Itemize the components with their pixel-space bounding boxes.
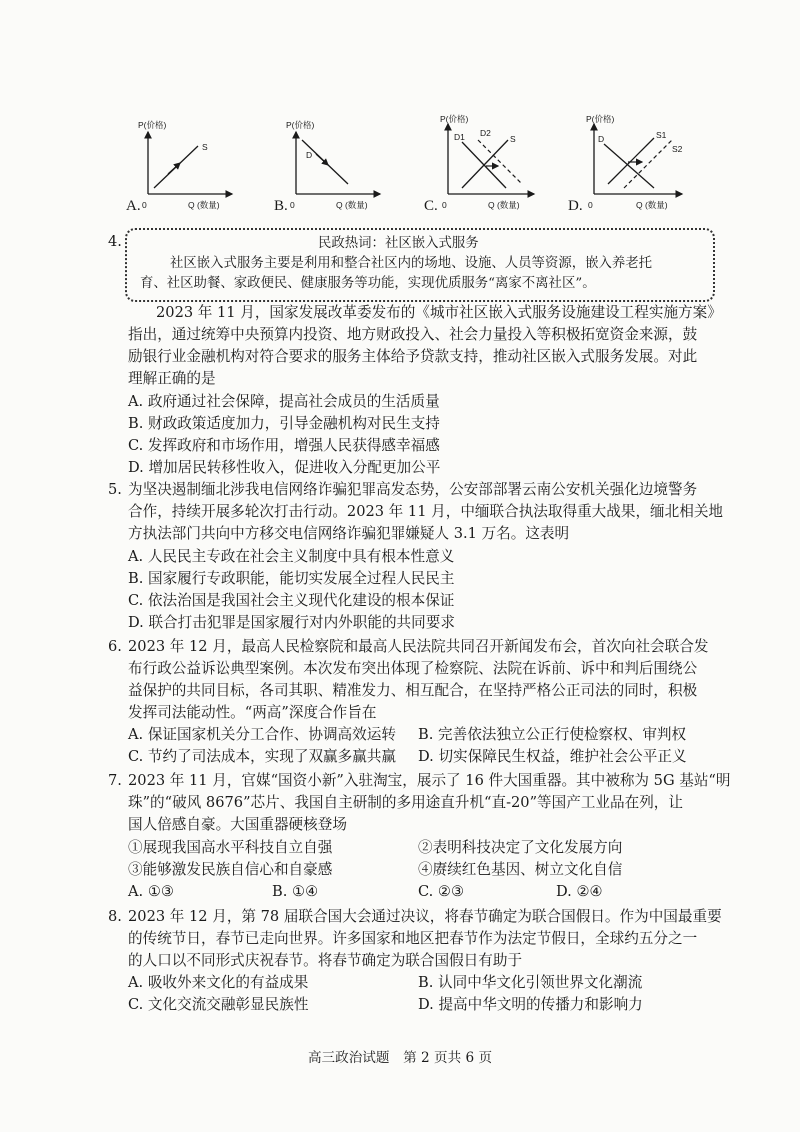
curve-label-d: D <box>598 134 605 144</box>
supply-demand-graphs <box>122 112 702 218</box>
q4-stem-line-4: 理解正确的是 <box>128 370 216 387</box>
q7-item-2: ②表明科技决定了文化发展方向 <box>418 839 623 856</box>
q7-stem-line-2: 珠”的“破风 8676”芯片、我国自主研制的多用途直升机“直-20”等国产工业品在列，让 <box>128 794 683 811</box>
q4-stem-line-2: 指出，通过统筹中央预算内投资、地方财政投入、社会力量投入等积极拓宽资金来源，鼓 <box>128 326 698 343</box>
graph-b <box>270 112 400 218</box>
q8-option-a[interactable]: A. 吸收外来文化的有益成果 <box>128 974 309 991</box>
q8-stem-line-2: 的传统节日，春节已走向世界。许多国家和地区把春节作为法定节假日，全球约五分之一 <box>128 930 698 947</box>
q-axis-label: Q (数量) <box>488 200 520 210</box>
origin-label: 0 <box>142 200 147 210</box>
q8-option-c[interactable]: C. 文化交流交融彰显民族性 <box>128 996 309 1013</box>
curve-label-d1: D1 <box>454 132 465 142</box>
question-8-number: 8. <box>108 908 122 925</box>
graph-d-figure <box>568 112 702 218</box>
curve-label-s2: S2 <box>672 144 683 154</box>
q7-stem-line-3: 国人倍感自豪。大国重器硬核登场 <box>128 816 347 833</box>
q-axis-label: Q (数量) <box>636 200 668 210</box>
q6-stem-line-2: 布行政公益诉讼典型案例。本次发布突出体现了检察院、法院在诉前、诉中和判后围绕公 <box>128 660 698 677</box>
q8-stem-line-3: 的人口以不同形式庆祝春节。将春节确定为联合国假日有助于 <box>128 952 523 969</box>
curve-label-s: S <box>510 134 516 144</box>
q6-option-b[interactable]: B. 完善依法独立公正行使检察权、审判权 <box>418 726 687 743</box>
q5-option-a[interactable]: A. 人民民主专政在社会主义制度中具有根本性意义 <box>128 548 455 565</box>
question-6-number: 6. <box>108 638 122 655</box>
q5-stem-line-3: 方执法部门共向中方移交电信网络诈骗犯罪嫌疑人 3.1 万名。这表明 <box>128 525 570 542</box>
q7-option-d[interactable]: D. ②④ <box>556 883 603 900</box>
curve-label-d: D <box>306 150 313 160</box>
q-axis-label: Q (数量) <box>188 200 220 210</box>
curve-label-s1: S1 <box>656 130 667 140</box>
question-7-number: 7. <box>108 772 122 789</box>
q8-stem-line-1: 2023 年 12 月，第 78 届联合国大会通过决议，将春节确定为联合国假日。作为中国最重要 <box>128 908 722 925</box>
curve-arrow <box>168 163 180 174</box>
q4-stem-line-3: 励银行业金融机构对符合要求的服务主体给予贷款支持，推动社区嵌入式服务发展。对此 <box>128 348 698 365</box>
q7-option-b[interactable]: B. ①④ <box>272 883 319 900</box>
q5-option-c[interactable]: C. 依法治国是我国社会主义现代化建设的根本保证 <box>128 592 455 609</box>
q4-stem-line-1: 2023 年 11 月，国家发展改革委发布的《城市社区嵌入式服务设施建设工程实施方案》 <box>156 304 722 321</box>
p-axis-label: P(价格) <box>586 114 615 124</box>
supply-curve-s2 <box>624 140 672 188</box>
q6-option-a[interactable]: A. 保证国家机关分工合作、协调高效运转 <box>128 726 396 743</box>
option-label-b: B. <box>274 198 288 214</box>
graph-c <box>422 112 552 218</box>
q7-stem-line-1: 2023 年 11 月，官媒“国资小新”入驻淘宝，展示了 16 件大国重器。其中被称为 5G 基站“明 <box>128 772 731 789</box>
option-label-a: A. <box>126 198 141 214</box>
graph-a-figure <box>122 112 252 218</box>
q8-option-d[interactable]: D. 提高中华文明的传播力和影响力 <box>418 996 643 1013</box>
q-axis-label: Q (数量) <box>336 200 368 210</box>
demand-curve-d2 <box>478 140 522 184</box>
q6-stem-line-3: 益保护的共同目标，各司其职、精准发力、相互配合，在坚持严格公正司法的同时，积极 <box>128 682 698 699</box>
q5-option-d[interactable]: D. 联合打击犯罪是国家履行对内外职能的共同要求 <box>128 614 455 631</box>
q5-option-b[interactable]: B. 国家履行专政职能，能切实发展全过程人民民主 <box>128 570 455 587</box>
page-footer: 高三政治试题 第 2 页共 6 页 <box>307 1050 493 1066</box>
q5-stem-line-1: 为坚决遏制缅北涉我电信网络诈骗犯罪高发态势，公安部部署云南公安机关强化边境警务 <box>128 481 698 498</box>
curve-label-s: S <box>202 142 208 152</box>
origin-label: 0 <box>290 200 295 210</box>
q7-item-3: ③能够激发民族自信心和自豪感 <box>128 861 333 878</box>
curve-arrow <box>316 154 328 165</box>
supply-curve-s1 <box>608 138 654 184</box>
option-label-c: C. <box>424 198 438 214</box>
q7-option-c[interactable]: C. ②③ <box>418 883 465 900</box>
hot-word-title: 民政热词：社区嵌入式服务 <box>318 236 479 251</box>
q6-stem-line-4: 发挥司法能动性。“两高”深度合作旨在 <box>128 704 377 721</box>
question-5-number: 5. <box>108 481 122 498</box>
hot-word-line-2: 育、社区助餐、家政便民、健康服务等功能，实现优质服务“离家不离社区”。 <box>140 276 596 291</box>
origin-label: 0 <box>442 200 447 210</box>
q6-option-c[interactable]: C. 节约了司法成本，实现了双赢多赢共赢 <box>128 748 397 765</box>
question-4-number: 4. <box>108 233 122 250</box>
q7-option-a[interactable]: A. ①③ <box>128 883 174 900</box>
p-axis-label: P(价格) <box>440 114 469 124</box>
q8-option-b[interactable]: B. 认同中华文化引领世界文化潮流 <box>418 974 643 991</box>
p-axis-label: P(价格) <box>286 120 315 130</box>
hot-word-line-1: 社区嵌入式服务主要是利用和整合社区内的场地、设施、人员等资源，嵌入养老托 <box>170 256 653 271</box>
q5-stem-line-2: 合作，持续开展多轮次打击行动。2023 年 11 月，中缅联合执法取得重大战果，缅北相关地 <box>128 503 724 520</box>
q4-option-d[interactable]: D. 增加居民转移性收入，促进收入分配更加公平 <box>128 459 441 476</box>
q4-option-a[interactable]: A. 政府通过社会保障，提高社会成员的生活质量 <box>128 393 440 410</box>
graph-b-figure <box>270 112 400 218</box>
q6-option-d[interactable]: D. 切实保障民生权益，维护社会公平正义 <box>418 748 687 765</box>
option-label-d: D. <box>568 198 583 214</box>
q7-item-4: ④赓续红色基因、树立文化自信 <box>418 861 623 878</box>
graph-d <box>568 112 698 218</box>
origin-label: 0 <box>588 200 593 210</box>
curve-label-d2: D2 <box>480 128 491 138</box>
q4-option-b[interactable]: B. 财政政策适度加力，引导金融机构对民生支持 <box>128 415 440 432</box>
q4-option-c[interactable]: C. 发挥政府和市场作用，增强人民获得感幸福感 <box>128 437 440 454</box>
q6-stem-line-1: 2023 年 12 月，最高人民检察院和最高人民法院共同召开新闻发布会，首次向社会联合发 <box>128 638 709 655</box>
p-axis-label: P(价格) <box>138 120 167 130</box>
q7-item-1: ①展现我国高水平科技自立自强 <box>128 839 333 856</box>
graph-a <box>122 112 252 218</box>
graph-c-figure <box>422 112 552 218</box>
